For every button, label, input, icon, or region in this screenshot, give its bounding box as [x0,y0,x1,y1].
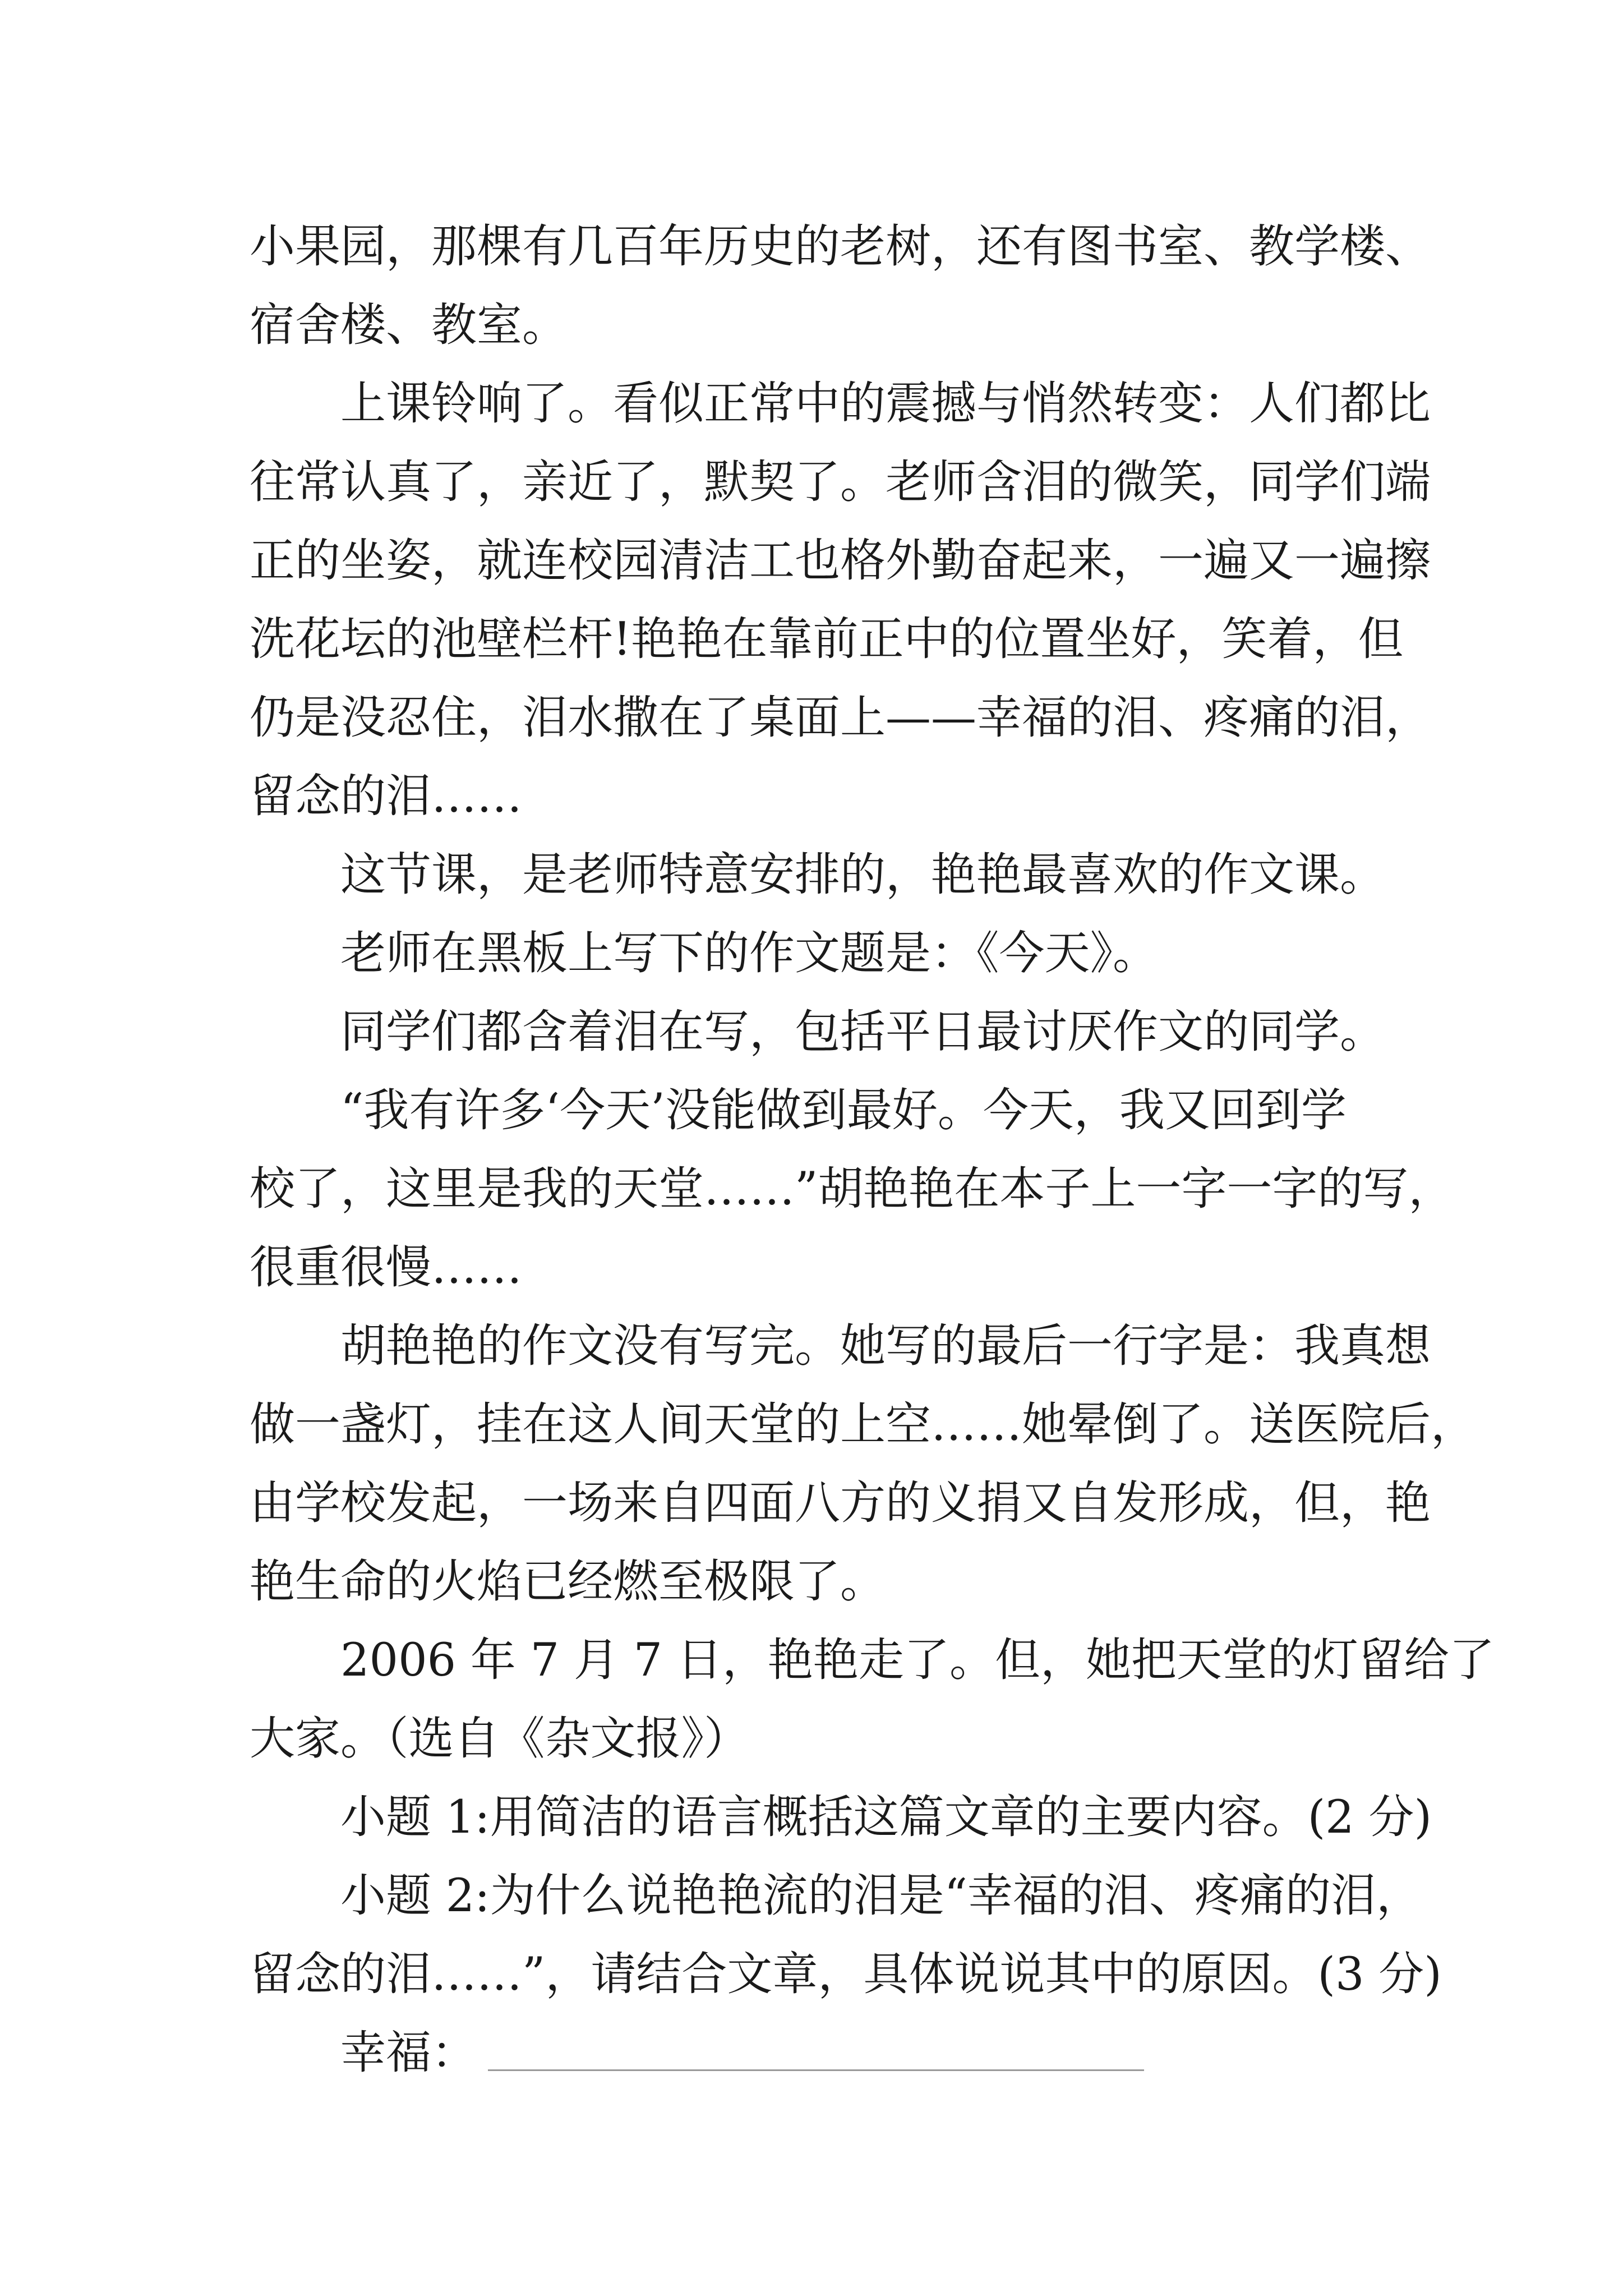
text-line-11: 同学们都含着泪在写，包括平日最讨厌作文的同学。 [340,1006,1386,1059]
question-1: 小题 1:用简洁的语言概括这篇文章的主要内容。(2 分) [340,1791,1432,1844]
question-2-line-2: 留念的泪……”，请结合文章，具体说说其中的原因。(3 分) [250,1948,1442,2001]
text-line-7: 仍是没忍住，泪水撒在了桌面上——幸福的泪、疼痛的泪， [250,692,1431,744]
answer-row-happiness [250,2014,1382,2092]
text-line-6: 洗花坛的池壁栏杆!艳艳在靠前正中的位置坐好，笑着，但 [250,613,1404,666]
question-2-line-1: 小题 2:为什么说艳艳流的泪是“幸福的泪、疼痛的泪， [340,1870,1422,1922]
text-line-1: 小果园，那棵有几百年历史的老树，还有图书室、教学楼、 [250,220,1431,273]
text-line-15: 胡艳艳的作文没有写完。她写的最后一行字是：我真想 [340,1320,1431,1373]
text-line-20: 大家。（选自《杂文报》） [250,1713,750,1765]
text-line-9: 这节课，是老师特意安排的，艳艳最喜欢的作文课。 [340,849,1386,901]
document-page [250,208,1495,2092]
text-line-2: 宿舍楼、教室。 [250,299,568,352]
text-line-19: 2006 年 7 月 7 日，艳艳走了。但，她把天堂的灯留给了 [340,1634,1495,1687]
text-line-3: 上课铃响了。看似正常中的震撼与悄然转变：人们都比 [340,378,1431,430]
text-line-5: 正的坐姿，就连校园清洁工也格外勤奋起来，一遍又一遍擦 [250,535,1431,587]
answer-label-happiness: 幸福： [340,2027,477,2079]
text-line-17: 由学校发起，一场来自四面八方的义捐又自发形成，但，艳 [250,1477,1431,1530]
text-line-16: 做一盏灯，挂在这人间天堂的上空……她晕倒了。送医院后， [250,1398,1477,1451]
text-line-4: 往常认真了，亲近了，默契了。老师含泪的微笑，同学们端 [250,456,1431,509]
text-line-18: 艳生命的火焰已经燃至极限了。 [250,1556,886,1608]
text-line-8: 留念的泪…… [250,770,523,823]
text-line-14: 很重很慢…… [250,1241,523,1294]
text-line-10: 老师在黑板上写下的作文题是：《今天》。 [340,927,1159,980]
answer-blank-line[interactable] [488,2036,1144,2071]
text-line-12: “我有许多‘今天’没能做到最好。今天，我又回到学 [340,1084,1347,1137]
text-line-13: 校了，这里是我的天堂……”胡艳艳在本子上一字一字的写， [250,1163,1454,1216]
